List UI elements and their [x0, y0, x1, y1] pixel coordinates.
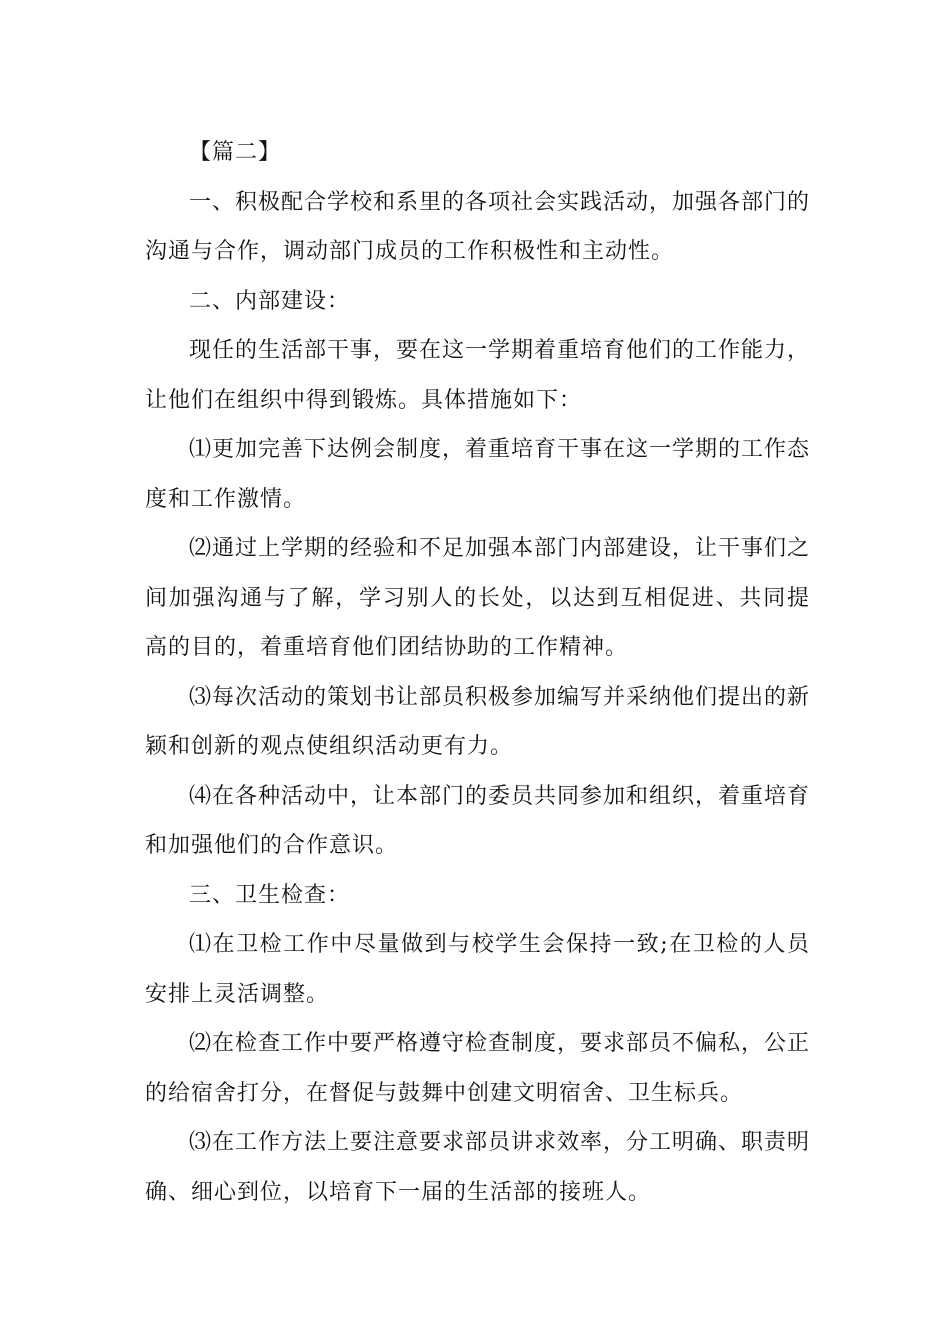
section-heading: 【篇二】: [189, 140, 282, 165]
paragraph-3: 现任的生活部干事，要在这一学期着重培育他们的工作能力，让他们在组织中得到锻炼。具体措施如下：: [145, 338, 811, 413]
paragraph-5: ⑵通过上学期的经验和不足加强本部门内部建设，让干事们之间加强沟通与了解，学习别人的长处，以达到互相促进、共同提高的目的，着重培育他们团结协助的工作精神。: [145, 536, 811, 660]
paragraph-8: 三、卫生检查：: [189, 882, 351, 908]
paragraph-7: ⑷在各种活动中，让本部门的委员共同参加和组织，着重培育和加强他们的合作意识。: [145, 783, 811, 858]
paragraph-2: 二、内部建设：: [189, 288, 351, 314]
paragraph-9: ⑴在卫检工作中尽量做到与校学生会保持一致;在卫检的人员安排上灵活调整。: [145, 932, 810, 1007]
paragraph-10: ⑵在检查工作中要严格遵守检查制度，要求部员不偏私，公正的给宿舍打分，在督促与鼓舞中创建文明宿舍、卫生标兵。: [145, 1031, 811, 1106]
document-body: [145, 128, 810, 1217]
paragraph-4: ⑴更加完善下达例会制度，着重培育干事在这一学期的工作态度和工作激情。: [145, 437, 811, 512]
paragraph-1: 一、积极配合学校和系里的各项社会实践活动，加强各部门的沟通与合作，调动部门成员的工作积极性和主动性。: [145, 189, 811, 264]
paragraph-11: ⑶在工作方法上要注意要求部员讲求效率，分工明确、职责明确、细心到位，以培育下一届的生活部的接班人。: [145, 1130, 811, 1205]
paragraph-6: ⑶每次活动的策划书让部员积极参加编写并采纳他们提出的新颖和创新的观点使组织活动更有力。: [145, 684, 811, 759]
